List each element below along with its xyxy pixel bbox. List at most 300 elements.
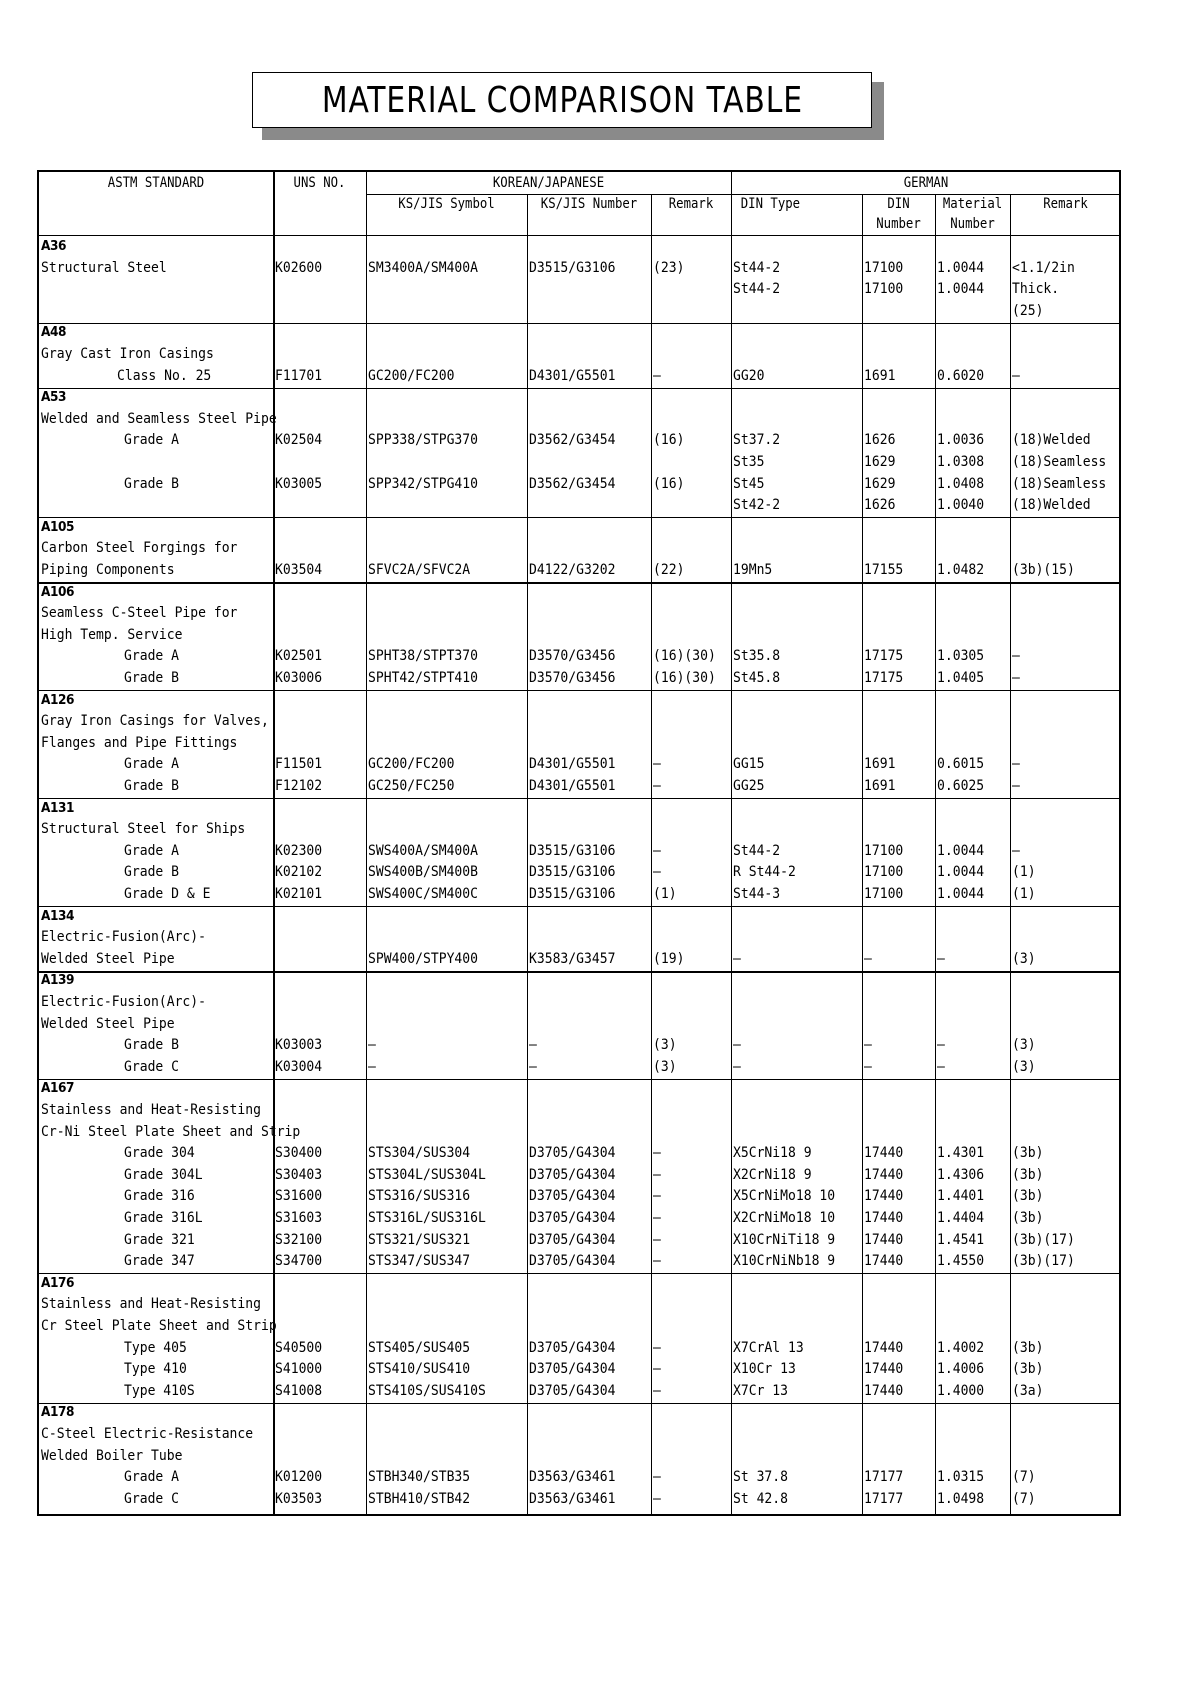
cell-uns: S41008 bbox=[275, 1382, 323, 1399]
cell-ks-symbol: – bbox=[368, 1058, 376, 1075]
cell-description: Cr-Ni Steel Plate Sheet and Strip bbox=[41, 1123, 301, 1140]
cell-din-number: 17440 bbox=[864, 1382, 904, 1399]
cell-de-remark: (3b)(17) bbox=[1012, 1253, 1075, 1270]
cell-description: Stainless and Heat-Resisting bbox=[41, 1101, 261, 1118]
cell-kj-remark: – bbox=[653, 1382, 661, 1399]
table-row bbox=[39, 776, 1119, 798]
cell-ks-symbol: – bbox=[368, 1037, 376, 1054]
table-row bbox=[39, 582, 1119, 604]
table-row bbox=[39, 1446, 1119, 1468]
cell-kj-remark: (3) bbox=[653, 1058, 677, 1075]
cell-din-number: 17440 bbox=[864, 1253, 904, 1270]
cell-material-number: 1.0308 bbox=[937, 453, 985, 470]
cell-de-remark: (3b) bbox=[1012, 1145, 1044, 1162]
page-title: MATERIAL COMPARISON TABLE bbox=[321, 79, 803, 121]
cell-material-number: 1.4541 bbox=[937, 1231, 985, 1248]
cell-description: Grade 316L bbox=[124, 1209, 203, 1226]
table-row bbox=[39, 625, 1119, 647]
table-row bbox=[39, 1359, 1119, 1381]
table-row bbox=[39, 258, 1119, 280]
cell-de-remark: (25) bbox=[1012, 302, 1044, 319]
cell-description: Grade A bbox=[124, 842, 179, 859]
cell-ks-symbol: SFVC2A/SFVC2A bbox=[368, 561, 471, 578]
cell-ks-symbol: SPP338/STPG370 bbox=[368, 432, 478, 449]
cell-din-type: – bbox=[733, 950, 741, 967]
group-separator bbox=[39, 690, 1119, 691]
cell-kj-remark: – bbox=[653, 1209, 661, 1226]
table-row bbox=[39, 1078, 1119, 1100]
header-de-remark: Remark bbox=[1043, 196, 1088, 212]
cell-ks-symbol: STS347/SUS347 bbox=[368, 1253, 471, 1270]
cell-din-type: X10CrNiTi18 9 bbox=[733, 1231, 836, 1248]
cell-ks-symbol: GC200/FC200 bbox=[368, 367, 455, 384]
cell-ks-number: D3515/G3106 bbox=[529, 842, 616, 859]
table-row bbox=[39, 646, 1119, 668]
cell-kj-remark: – bbox=[653, 756, 661, 773]
cell-kj-remark: – bbox=[653, 1145, 661, 1162]
cell-material-number: 0.6020 bbox=[937, 367, 985, 384]
table-row bbox=[39, 301, 1119, 323]
table-row bbox=[39, 1230, 1119, 1252]
cell-uns: K03503 bbox=[275, 1490, 323, 1507]
cell-description: Welded Steel Pipe bbox=[41, 950, 175, 967]
cell-din-type: – bbox=[733, 1058, 741, 1075]
cell-description: Structural Steel for Ships bbox=[41, 821, 246, 838]
cell-kj-remark: – bbox=[653, 1490, 661, 1507]
cell-de-remark: (3) bbox=[1012, 1058, 1036, 1075]
cell-ks-number: D3705/G4304 bbox=[529, 1382, 616, 1399]
table-row bbox=[39, 560, 1119, 582]
cell-description: Piping Components bbox=[41, 561, 175, 578]
cell-material-number: 1.4404 bbox=[937, 1209, 985, 1226]
cell-ks-symbol: STS316/SUS316 bbox=[368, 1188, 471, 1205]
table-row bbox=[39, 841, 1119, 863]
cell-din-type: X10Cr 13 bbox=[733, 1361, 796, 1378]
cell-din-number: 17440 bbox=[864, 1166, 904, 1183]
table-row bbox=[39, 1057, 1119, 1079]
comparison-table bbox=[37, 170, 1121, 1516]
cell-material-number: 1.4006 bbox=[937, 1361, 985, 1378]
cell-material-number: 1.0408 bbox=[937, 475, 985, 492]
group-separator bbox=[39, 1273, 1119, 1274]
table-row bbox=[39, 1122, 1119, 1144]
cell-din-number: 1691 bbox=[864, 367, 896, 384]
cell-din-number: 17100 bbox=[864, 259, 904, 276]
table-row bbox=[39, 1100, 1119, 1122]
table-row bbox=[39, 236, 1119, 258]
cell-uns: S32100 bbox=[275, 1231, 323, 1248]
cell-uns: F11701 bbox=[275, 367, 323, 384]
cell-ks-number: D3562/G3454 bbox=[529, 475, 616, 492]
cell-din-type: 19Mn5 bbox=[733, 561, 773, 578]
cell-description: Type 405 bbox=[124, 1339, 187, 1356]
cell-kj-remark: (16) bbox=[653, 432, 685, 449]
cell-description: Gray Iron Casings for Valves, bbox=[41, 713, 269, 730]
cell-description: Grade B bbox=[124, 777, 179, 794]
cell-din-type: St44-2 bbox=[733, 259, 781, 276]
table-row bbox=[39, 819, 1119, 841]
cell-de-remark: (3) bbox=[1012, 1037, 1036, 1054]
cell-ks-symbol: STBH410/STB42 bbox=[368, 1490, 471, 1507]
cell-de-remark: – bbox=[1012, 777, 1020, 794]
group-separator bbox=[39, 971, 1119, 973]
cell-kj-remark: (23) bbox=[653, 259, 685, 276]
cell-uns: K02600 bbox=[275, 259, 323, 276]
cell-uns: S31603 bbox=[275, 1209, 323, 1226]
cell-ks-number: – bbox=[529, 1037, 537, 1054]
cell-din-type: GG15 bbox=[733, 756, 765, 773]
group-separator bbox=[39, 517, 1119, 518]
cell-ks-number: D3563/G3461 bbox=[529, 1490, 616, 1507]
cell-description: Welded Boiler Tube bbox=[41, 1447, 183, 1464]
table-row bbox=[39, 279, 1119, 301]
cell-ks-symbol: STS304L/SUS304L bbox=[368, 1166, 486, 1183]
cell-din-number: 1626 bbox=[864, 497, 896, 514]
cell-material-number: 1.0405 bbox=[937, 669, 985, 686]
cell-din-number: 17177 bbox=[864, 1469, 904, 1486]
cell-uns: S30403 bbox=[275, 1166, 323, 1183]
cell-din-type: St45 bbox=[733, 475, 765, 492]
cell-din-number: 17440 bbox=[864, 1188, 904, 1205]
cell-ks-symbol: SPHT42/STPT410 bbox=[368, 669, 478, 686]
group-separator bbox=[39, 1079, 1119, 1080]
cell-ks-symbol: GC250/FC250 bbox=[368, 777, 455, 794]
cell-din-type: X5CrNiMo18 10 bbox=[733, 1188, 836, 1205]
cell-uns: S34700 bbox=[275, 1253, 323, 1270]
cell-material-number: 1.0040 bbox=[937, 497, 985, 514]
table-row bbox=[39, 862, 1119, 884]
cell-description: Grade A bbox=[124, 432, 179, 449]
table-row bbox=[39, 733, 1119, 755]
table-row bbox=[39, 1338, 1119, 1360]
header-material-number-line2: Number bbox=[950, 216, 995, 232]
astm-code: A134 bbox=[41, 907, 74, 924]
cell-din-type: X5CrNi18 9 bbox=[733, 1145, 812, 1162]
table-row bbox=[39, 538, 1119, 560]
cell-uns: K02504 bbox=[275, 432, 323, 449]
table-row bbox=[39, 970, 1119, 992]
table-row bbox=[39, 1467, 1119, 1489]
cell-kj-remark: – bbox=[653, 1166, 661, 1183]
group-separator bbox=[39, 388, 1119, 389]
table-row bbox=[39, 1489, 1119, 1511]
cell-ks-symbol: SWS400A/SM400A bbox=[368, 842, 478, 859]
table-row bbox=[39, 603, 1119, 625]
cell-description: Grade B bbox=[124, 864, 179, 881]
cell-din-number: 1629 bbox=[864, 453, 896, 470]
cell-din-number: 17440 bbox=[864, 1209, 904, 1226]
cell-din-type: X7CrAl 13 bbox=[733, 1339, 804, 1356]
cell-de-remark: – bbox=[1012, 669, 1020, 686]
cell-kj-remark: (22) bbox=[653, 561, 685, 578]
table-row bbox=[39, 949, 1119, 971]
cell-de-remark: (18)Seamless bbox=[1012, 475, 1107, 492]
cell-kj-remark: – bbox=[653, 367, 661, 384]
cell-kj-remark: – bbox=[653, 1361, 661, 1378]
cell-ks-number: D3515/G3106 bbox=[529, 885, 616, 902]
cell-description: Electric-Fusion(Arc)- bbox=[41, 993, 206, 1010]
cell-description: Grade D & E bbox=[124, 885, 211, 902]
group-separator bbox=[39, 323, 1119, 324]
cell-description: Flanges and Pipe Fittings bbox=[41, 734, 238, 751]
group-separator bbox=[39, 798, 1119, 799]
table-row bbox=[39, 1143, 1119, 1165]
cell-ks-number: D4301/G5501 bbox=[529, 756, 616, 773]
cell-material-number: – bbox=[937, 1058, 945, 1075]
cell-de-remark: (3b)(15) bbox=[1012, 561, 1075, 578]
table-row bbox=[39, 1424, 1119, 1446]
cell-description: Carbon Steel Forgings for bbox=[41, 540, 238, 557]
cell-description: Grade B bbox=[124, 1037, 179, 1054]
cell-ks-symbol: GC200/FC200 bbox=[368, 756, 455, 773]
cell-din-type: St44-3 bbox=[733, 885, 781, 902]
table-row bbox=[39, 1035, 1119, 1057]
cell-description: Grade C bbox=[124, 1058, 179, 1075]
table-row bbox=[39, 690, 1119, 712]
cell-din-number: 17440 bbox=[864, 1145, 904, 1162]
cell-din-number: 17440 bbox=[864, 1231, 904, 1248]
astm-code: A36 bbox=[41, 238, 66, 254]
cell-ks-symbol: SPW400/STPY400 bbox=[368, 950, 478, 967]
cell-din-number: 17100 bbox=[864, 842, 904, 859]
cell-ks-number: D3705/G4304 bbox=[529, 1145, 616, 1162]
cell-material-number: 1.0044 bbox=[937, 864, 985, 881]
cell-ks-number: D3515/G3106 bbox=[529, 259, 616, 276]
cell-ks-number: D3705/G4304 bbox=[529, 1209, 616, 1226]
cell-uns: K03504 bbox=[275, 561, 323, 578]
cell-de-remark: (3b)(17) bbox=[1012, 1231, 1075, 1248]
cell-din-number: 1691 bbox=[864, 777, 896, 794]
cell-de-remark: (3b) bbox=[1012, 1339, 1044, 1356]
cell-de-remark: (1) bbox=[1012, 864, 1036, 881]
cell-ks-number: D4122/G3202 bbox=[529, 561, 616, 578]
cell-description: Welded and Seamless Steel Pipe bbox=[41, 410, 277, 427]
table-row bbox=[39, 474, 1119, 496]
cell-material-number: 1.0044 bbox=[937, 885, 985, 902]
cell-kj-remark: (16)(30) bbox=[653, 648, 716, 665]
cell-uns: K03003 bbox=[275, 1037, 323, 1054]
cell-material-number: 1.0036 bbox=[937, 432, 985, 449]
table-row bbox=[39, 1381, 1119, 1403]
cell-ks-symbol: STS316L/SUS316L bbox=[368, 1209, 486, 1226]
cell-ks-number: D3705/G4304 bbox=[529, 1339, 616, 1356]
cell-de-remark: – bbox=[1012, 842, 1020, 859]
cell-de-remark: Thick. bbox=[1012, 281, 1060, 298]
cell-din-type: GG20 bbox=[733, 367, 765, 384]
cell-ks-symbol: STS410S/SUS410S bbox=[368, 1382, 486, 1399]
cell-din-number: 1691 bbox=[864, 756, 896, 773]
table-row bbox=[39, 754, 1119, 776]
cell-de-remark: (1) bbox=[1012, 885, 1036, 902]
astm-code: A131 bbox=[41, 799, 74, 816]
cell-de-remark: – bbox=[1012, 756, 1020, 773]
cell-kj-remark: – bbox=[653, 1469, 661, 1486]
cell-ks-number: D3705/G4304 bbox=[529, 1188, 616, 1205]
table-row bbox=[39, 1294, 1119, 1316]
cell-ks-number: D3570/G3456 bbox=[529, 648, 616, 665]
cell-din-number: 17155 bbox=[864, 561, 904, 578]
cell-din-number: – bbox=[864, 1037, 872, 1054]
cell-uns: K01200 bbox=[275, 1469, 323, 1486]
header-ks-number: KS/JIS Number bbox=[540, 196, 638, 212]
cell-din-type: X7Cr 13 bbox=[733, 1382, 788, 1399]
cell-de-remark: (18)Welded bbox=[1012, 497, 1091, 514]
astm-code: A178 bbox=[41, 1404, 74, 1421]
cell-din-number: 17177 bbox=[864, 1490, 904, 1507]
table-row bbox=[39, 798, 1119, 820]
cell-kj-remark: (16)(30) bbox=[653, 669, 716, 686]
table-row bbox=[39, 1316, 1119, 1338]
cell-din-number: 1629 bbox=[864, 475, 896, 492]
cell-description: C-Steel Electric-Resistance bbox=[41, 1425, 254, 1442]
cell-description: Grade A bbox=[124, 756, 179, 773]
cell-de-remark: – bbox=[1012, 367, 1020, 384]
astm-code: A176 bbox=[41, 1274, 74, 1291]
cell-din-type: St44-2 bbox=[733, 842, 781, 859]
cell-material-number: 1.0498 bbox=[937, 1490, 985, 1507]
cell-description: Grade 304L bbox=[124, 1166, 203, 1183]
header-din-number-line2: Number bbox=[876, 216, 921, 232]
cell-material-number: 0.6015 bbox=[937, 756, 985, 773]
cell-kj-remark: – bbox=[653, 842, 661, 859]
cell-din-type: St44-2 bbox=[733, 281, 781, 298]
header-material-number-line1: Material bbox=[942, 196, 1003, 212]
cell-din-type: GG25 bbox=[733, 777, 765, 794]
cell-material-number: 1.4000 bbox=[937, 1382, 985, 1399]
header-korean-japanese: KOREAN/JAPANESE bbox=[492, 175, 605, 191]
cell-ks-symbol: SWS400B/SM400B bbox=[368, 864, 478, 881]
cell-material-number: 1.4301 bbox=[937, 1145, 985, 1162]
cell-description: Gray Cast Iron Casings bbox=[41, 345, 214, 362]
cell-kj-remark: – bbox=[653, 1253, 661, 1270]
cell-de-remark: (7) bbox=[1012, 1469, 1036, 1486]
cell-description: Grade B bbox=[124, 669, 179, 686]
cell-ks-number: D3515/G3106 bbox=[529, 864, 616, 881]
cell-uns: S41000 bbox=[275, 1361, 323, 1378]
cell-kj-remark: – bbox=[653, 1188, 661, 1205]
cell-description: Structural Steel bbox=[41, 259, 167, 276]
cell-description: Stainless and Heat-Resisting bbox=[41, 1296, 261, 1313]
cell-ks-number: – bbox=[529, 1058, 537, 1075]
table-row bbox=[39, 711, 1119, 733]
cell-material-number: 1.0044 bbox=[937, 842, 985, 859]
cell-kj-remark: (16) bbox=[653, 475, 685, 492]
cell-material-number: – bbox=[937, 950, 945, 967]
cell-kj-remark: (19) bbox=[653, 950, 685, 967]
cell-uns: S40500 bbox=[275, 1339, 323, 1356]
cell-material-number: 0.6025 bbox=[937, 777, 985, 794]
cell-uns: S30400 bbox=[275, 1145, 323, 1162]
cell-material-number: 1.4002 bbox=[937, 1339, 985, 1356]
table-row bbox=[39, 1208, 1119, 1230]
cell-de-remark: (7) bbox=[1012, 1490, 1036, 1507]
cell-description: Type 410 bbox=[124, 1361, 187, 1378]
astm-code: A106 bbox=[41, 583, 74, 600]
cell-material-number: 1.0044 bbox=[937, 281, 985, 298]
cell-uns: S31600 bbox=[275, 1188, 323, 1205]
table-row bbox=[39, 430, 1119, 452]
astm-code: A126 bbox=[41, 691, 74, 708]
cell-description: Class No. 25 bbox=[117, 367, 212, 384]
cell-din-type: St 42.8 bbox=[733, 1490, 788, 1507]
table-row bbox=[39, 1273, 1119, 1295]
cell-kj-remark: – bbox=[653, 1339, 661, 1356]
cell-din-type: St42-2 bbox=[733, 497, 781, 514]
cell-din-number: 17440 bbox=[864, 1339, 904, 1356]
cell-ks-number: D3705/G4304 bbox=[529, 1231, 616, 1248]
cell-de-remark: (18)Welded bbox=[1012, 432, 1091, 449]
cell-de-remark: (3b) bbox=[1012, 1361, 1044, 1378]
table-row bbox=[39, 884, 1119, 906]
table-row bbox=[39, 1186, 1119, 1208]
header-din-number-line1: DIN bbox=[887, 196, 910, 212]
cell-de-remark: (3b) bbox=[1012, 1209, 1044, 1226]
cell-ks-number: D3562/G3454 bbox=[529, 432, 616, 449]
astm-code: A139 bbox=[41, 972, 74, 989]
table-row bbox=[39, 409, 1119, 431]
cell-din-type: St 37.8 bbox=[733, 1469, 788, 1486]
cell-uns: K03005 bbox=[275, 475, 323, 492]
table-row bbox=[39, 1165, 1119, 1187]
table-row bbox=[39, 927, 1119, 949]
header-kj-remark: Remark bbox=[668, 196, 714, 212]
cell-ks-symbol: STS410/SUS410 bbox=[368, 1361, 471, 1378]
table-row bbox=[39, 517, 1119, 539]
group-separator bbox=[39, 906, 1119, 907]
cell-din-number: 17100 bbox=[864, 885, 904, 902]
cell-ks-symbol: STBH340/STB35 bbox=[368, 1469, 471, 1486]
table-row bbox=[39, 668, 1119, 690]
cell-uns: F12102 bbox=[275, 777, 323, 794]
cell-description: Type 410S bbox=[124, 1382, 195, 1399]
cell-description: Grade A bbox=[124, 648, 179, 665]
cell-description: Grade 316 bbox=[124, 1188, 195, 1205]
cell-din-type: – bbox=[733, 1037, 741, 1054]
cell-ks-symbol: SWS400C/SM400C bbox=[368, 885, 478, 902]
group-separator bbox=[39, 582, 1119, 584]
cell-ks-number: D4301/G5501 bbox=[529, 777, 616, 794]
cell-de-remark: <1.1/2in bbox=[1012, 259, 1075, 276]
cell-din-type: X10CrNiNb18 9 bbox=[733, 1253, 836, 1270]
cell-ks-number: D3705/G4304 bbox=[529, 1166, 616, 1183]
header-din-type: DIN Type bbox=[740, 196, 801, 212]
cell-uns: K02300 bbox=[275, 842, 323, 859]
table-row bbox=[39, 906, 1119, 928]
title-box bbox=[252, 72, 872, 128]
cell-din-number: 17440 bbox=[864, 1361, 904, 1378]
cell-description: Welded Steel Pipe bbox=[41, 1015, 175, 1032]
cell-description: Grade A bbox=[124, 1469, 179, 1486]
cell-material-number: 1.0305 bbox=[937, 648, 985, 665]
cell-ks-symbol: STS321/SUS321 bbox=[368, 1231, 471, 1248]
astm-code: A167 bbox=[41, 1080, 74, 1097]
cell-uns: K03004 bbox=[275, 1058, 323, 1075]
astm-code: A105 bbox=[41, 518, 74, 535]
cell-din-number: 17175 bbox=[864, 669, 904, 686]
header-ks-symbol: KS/JIS Symbol bbox=[398, 196, 495, 212]
cell-de-remark: (3b) bbox=[1012, 1188, 1044, 1205]
astm-code: A48 bbox=[41, 324, 66, 341]
astm-code: A53 bbox=[41, 389, 66, 406]
cell-material-number: 1.0315 bbox=[937, 1469, 985, 1486]
table-row bbox=[39, 992, 1119, 1014]
cell-din-number: 17175 bbox=[864, 648, 904, 665]
cell-din-number: 1626 bbox=[864, 432, 896, 449]
cell-din-type: St35 bbox=[733, 453, 765, 470]
cell-kj-remark: (1) bbox=[653, 885, 677, 902]
cell-din-type: R St44-2 bbox=[733, 864, 796, 881]
table-row bbox=[39, 1251, 1119, 1273]
